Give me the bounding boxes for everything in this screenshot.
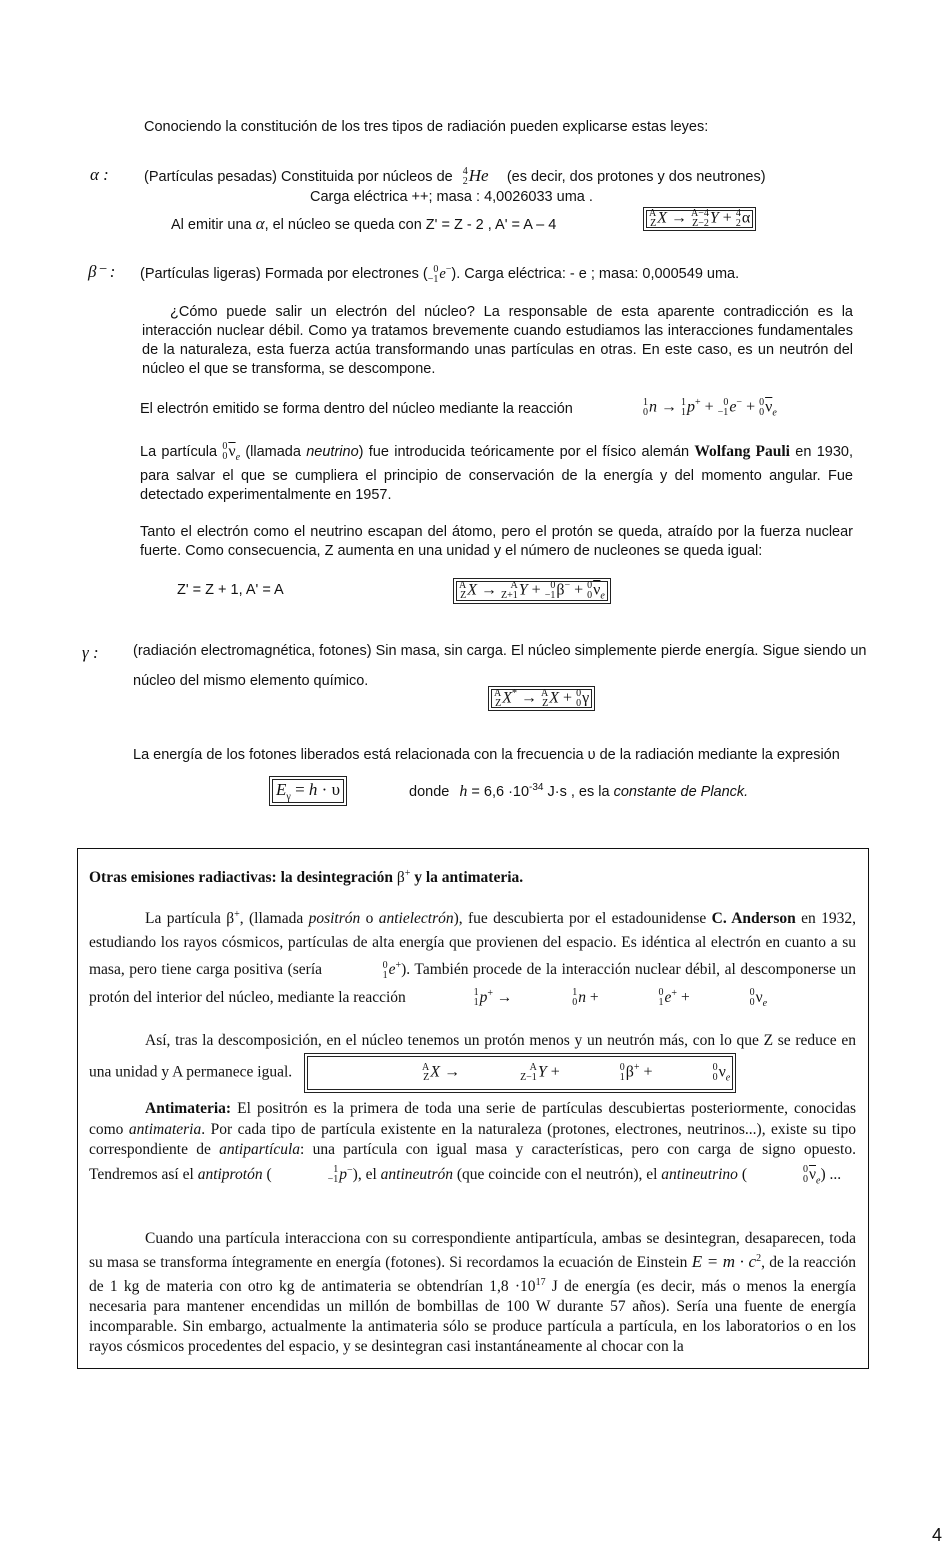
box-p3-f: ) ... bbox=[820, 1165, 842, 1183]
box-paragraph-4: Cuando una partícula interacciona con su correspondiente antipartícula, ambas se desintegran, desaparecen, toda su masa se transforma íntegramente en energía (fotones). Si recordamos la ecuación de Einstein $E = m \cdot c^2$, de la reacción de 1 kg de materia con otro kg de antimateria se obtendrían $1,8 \cdot 10^{17}$ J de energía (es decir, más o menos la energía necesaria para mantener encendidas un millón de bombillas de 100 W durante 57 años). Sería una fuente de energía incomparable. Sin embargo, actualmente la antimateria sólo se produce partícula a partícula, en los laboratorios o en los rayos cósmicos procedentes del espacio, y se desintegran casi instantáneamente al chocar con la bbox=[89, 1230, 856, 1356]
he-symbol: He bbox=[468, 166, 489, 185]
box-p4-eq: E = m · c bbox=[691, 1252, 757, 1272]
beta-paragraph-1: ¿Cómo puede salir un electrón del núcleo? La responsable de esta aparente contradicción es la interacción nuclear débil. Como ya tratamos brevemente cuando estudiamos las interacciones fundamentales de la naturaleza, esta fuerza actúa transformando unas partículas en otras. En este caso, es un neutrón del núcleo el que se transforma, se descompone. bbox=[142, 304, 853, 377]
beta-label: β⁻ : bbox=[88, 262, 116, 281]
beta-reaction-box: A Z X → A Z+1 Y + 0 −1 β− + 0 0 $\overline{\nu}_e$ bbox=[453, 578, 611, 604]
box-p3-d: ), el bbox=[352, 1165, 377, 1183]
box-p1-positron: positrón bbox=[308, 910, 361, 928]
alpha-reaction-box: A Z X → A−4 Z−2 Y + 4 2 α bbox=[643, 207, 756, 231]
beta-paragraph-4: Tanto el electrón como el neutrino escapan del átomo, pero el protón se queda, atraído por la fuerza nuclear fuerte. Como consecuencia, Z aumenta en una unidad y el número de nucleones se queda igual: bbox=[140, 524, 853, 559]
box-p4-exp: 17 bbox=[535, 1277, 546, 1289]
box-p2-text: Así, tras la descomposición, en el núcleo tenemos un protón menos y un neutrón más, con lo que Z se reduce en una unidad y A permanece igual. bbox=[89, 1032, 856, 1081]
intro-text: Conociendo la constitución de los tres tipos de radiación pueden explicarse estas leyes: bbox=[144, 119, 709, 135]
beta-paragraph-3: La partícula 0 0 $\overline{\nu}_e$ (llamada neutrino) fue introducida teóricamente por el físico alemán Wolfang Pauli en 1930, para salvar el que se cumpliera el principio de conservación de la energía y del momento angular. Fue detectado experimentalmente en 1957. bbox=[140, 441, 853, 504]
p3-c: ) fue introducida teóricamente por el físico alemán bbox=[358, 444, 690, 460]
donde-b: = 6,6 ·10 bbox=[471, 783, 530, 800]
box-p1-a: La partícula bbox=[145, 910, 221, 928]
donde-planck: constante de Planck. bbox=[613, 783, 749, 800]
box-title-b: y la antimateria. bbox=[414, 869, 524, 887]
box-p1-o: o bbox=[365, 910, 374, 928]
box-paragraph-1: La partícula β+, (llamada positrón o antielectrón), fue descubierta por el estadounidense C. Anderson en 1932, estudiando los rayos cósmicos, partículas de alta energía que provienen del espacio. Es idéntica al electrón en cuanto a su masa, pero tiene carga positiva (sería 0 1 e+). También procede de la interacción nuclear débil, al descomponerse un protón del interior del núcleo, mediante la reacción 1 1 p+ → 1 0 n + 0 1 e+ + 0 0 $\nu_e$ bbox=[89, 909, 856, 1010]
box-p3-antiparticula: antipartícula bbox=[219, 1141, 301, 1158]
gamma-energy-text: La energía de los fotones liberados está relacionada con la frecuencia υ de la radiación mediante la expresión bbox=[133, 747, 840, 763]
box-p3-e: (que coincide con el neutrón), el bbox=[456, 1165, 658, 1183]
donde-h: h bbox=[459, 782, 468, 800]
gamma-reaction-box: A Z X* → A Z X + 0 0 γ bbox=[488, 686, 595, 711]
alpha-line1 bbox=[144, 166, 766, 187]
box-p3-title: Antimateria: bbox=[145, 1100, 232, 1117]
photon-energy-formula: $E_\gamma = h \cdot \upsilon$ bbox=[269, 776, 347, 806]
positron-reaction-box: A Z X → A Z−1 Y + 0 1 β+ + 0 0 $\nu_e$ bbox=[304, 1053, 736, 1093]
beta-result: Z' = Z + 1, A' = A bbox=[177, 582, 284, 598]
alpha-line3-a: Al emitir una bbox=[171, 217, 252, 233]
gamma-line1: (radiación electromagnética, fotones) Sin masa, sin carga. El núcleo simplemente pierde energía. Sigue siendo un bbox=[133, 643, 867, 659]
box-p3-c: : una partícula con igual masa y características, pero con carga de signo opuesto. Tendremos así el bbox=[89, 1141, 856, 1183]
box-p1-anderson: C. Anderson bbox=[711, 910, 796, 928]
alpha-line1-text: (Partículas pesadas) Constituida por núcleos de bbox=[144, 169, 453, 185]
p3-neutrino: neutrino bbox=[306, 444, 359, 460]
donde-a: donde bbox=[409, 783, 450, 800]
beta-line1-a: (Partículas ligeras) Formada por electrones ( bbox=[140, 265, 428, 282]
box-p1-d: en 1932, estudiando los rayos cósmicos, partículas de alta energía que provienen del espacio. Es idéntica al electrón en cuanto a su masa, pero tiene carga positiva (sería bbox=[89, 910, 856, 979]
beta-line1-b: ). Carga eléctrica: - e ; masa: 0,000549 uma. bbox=[451, 265, 740, 282]
alpha-line3-b: , el núcleo se queda con Z' = Z - 2 , A' = A – 4 bbox=[264, 217, 557, 233]
p3-d: en 1930, para salvar el que se cumpliera el principio de conservación de la energía y del momento angular. Fue detectado experimentalmente en 1957. bbox=[140, 444, 853, 504]
box-p3-antimateria: antimateria bbox=[128, 1120, 202, 1138]
box-p3-antineutrino: antineutrino bbox=[661, 1165, 738, 1183]
alpha-line2: Carga eléctrica ++; masa : 4,0026033 uma . bbox=[310, 189, 593, 205]
box-paragraph-2 bbox=[89, 1028, 856, 1093]
beta-paragraph-2: El electrón emitido se forma dentro del núcleo mediante la reacción bbox=[140, 401, 573, 417]
box-p4-a: Cuando una partícula interacciona con su correspondiente antipartícula, ambas se desintegran, desaparecen, toda su masa se transforma íntegramente en energía (fotones). Si recordamos la ecuación de Einstein bbox=[89, 1230, 856, 1272]
alpha-label: α : bbox=[90, 165, 109, 184]
box-p1-c: ), fue descubierta por el estadounidense bbox=[453, 910, 707, 928]
box-p1-e: ). También procede de la interacción nuclear débil, al descomponerse un protón del interior del núcleo, mediante la reacción bbox=[89, 961, 856, 1006]
alpha-line3 bbox=[171, 214, 556, 234]
box-p4-c: J de energía (es decir, más o menos la energía necesaria para mantener encendidas un millón de bombillas de 100 W durante 57 años). Sería una fuente de energía incomparable. Sin embargo, actualmente la antimateria sólo se produce partícula a partícula, en los laboratorios o en los rayos cósmicos procedentes del espacio, y se desintegran casi instantáneamente al chocar con la bbox=[89, 1278, 856, 1356]
gamma-line2: núcleo del mismo elemento químico. bbox=[133, 673, 369, 689]
alpha-line3-symbol: α bbox=[255, 214, 265, 233]
box-p3-antineutron: antineutrón bbox=[380, 1165, 453, 1183]
box-title-a: Otras emisiones radiactivas: la desintegración bbox=[89, 869, 393, 887]
p3-pauli: Wolfang Pauli bbox=[694, 443, 790, 460]
beta-line1: (Partículas ligeras) Formada por electrones ( 0 −1 e−). Carga eléctrica: - e ; masa: 0,000549 uma. bbox=[140, 263, 740, 285]
box-title: Otras emisiones radiactivas: la desintegración β+ y la antimateria. bbox=[89, 868, 524, 887]
p3-b: (llamada bbox=[245, 444, 301, 460]
neutron-decay-equation: 1 0 n → 1 1 p+ + 0 −1 e− + 0 0 $\overline{\nu}_e$ bbox=[643, 396, 777, 419]
box-p3-a: El positrón es la primera de toda una serie de partículas descubiertas posteriormente, conocidas como bbox=[89, 1100, 857, 1138]
donde-c: J·s , es la bbox=[543, 783, 610, 800]
p3-a: La partícula bbox=[140, 444, 218, 460]
he-mass-number: 4 bbox=[462, 166, 468, 178]
box-p1-anti: antielectrón bbox=[378, 910, 454, 928]
box-p4-b: , de la reacción de 1 kg de materia con otro kg de antimateria se obtendrían 1,8 ·10 bbox=[89, 1254, 856, 1296]
gamma-label: γ : bbox=[82, 643, 99, 662]
page-number: 4 bbox=[932, 1525, 943, 1545]
box-p1-b: , (llamada bbox=[239, 910, 304, 928]
box-paragraph-3: Antimateria: El positrón es la primera de toda una serie de partículas descubiertas posteriormente, conocidas como antimateria. Por cada tipo de partícula existente en la naturaleza (protones, electrones, neutrinos...), existe su tipo correspondiente de antipartícula: una partícula con igual masa y características, pero con carga de signo opuesto. Tendremos así el antiprotón ( 1 −1 p−), el antineutrón (que coincide con el neutrón), el antineutrino ( 0 0 $\overline{\nu}_e$) ... bbox=[89, 1100, 857, 1186]
box-p3-b: . Por cada tipo de partícula existente en la naturaleza (protones, electrones, neutrinos...), existe su tipo correspondiente de bbox=[89, 1120, 856, 1158]
box-p3-antiproton: antiprotón bbox=[197, 1165, 263, 1183]
planck-constant-text bbox=[409, 782, 748, 801]
donde-exp: -34 bbox=[529, 782, 544, 793]
he-atomic-number: 2 bbox=[462, 176, 468, 188]
alpha-line1-end: (es decir, dos protones y dos neutrones) bbox=[506, 169, 766, 185]
